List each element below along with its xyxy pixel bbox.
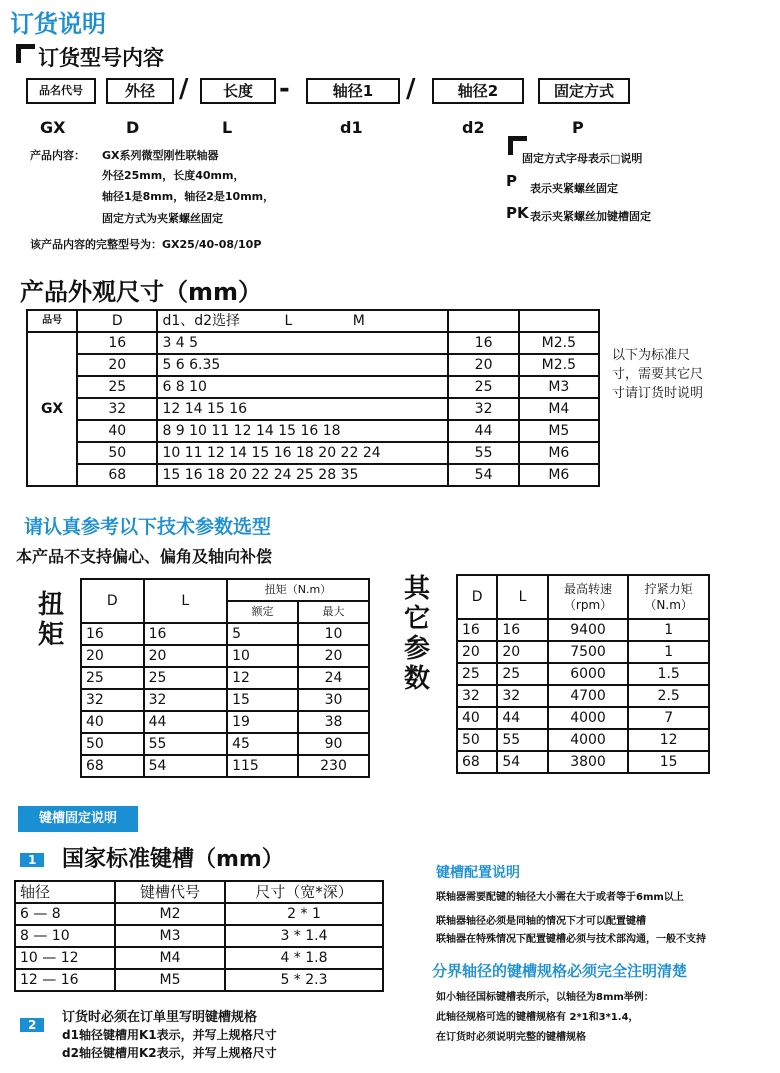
dims-cell-d: 68	[77, 464, 157, 486]
order-keyway-line-1: d1轴径键槽用K1表示，并写上规格尺寸	[62, 1028, 277, 1042]
other-cell-d: 16	[457, 619, 497, 641]
keyway-cell-size: 5 * 2.3	[225, 969, 383, 991]
table-row	[27, 420, 599, 442]
table-row	[457, 707, 709, 729]
dims-cell-l: 55	[448, 442, 518, 464]
separator-dash: -	[279, 74, 290, 104]
config-title: 键槽配置说明	[436, 865, 520, 881]
dims-cell-bores: 10 11 12 14 15 16 18 20 22 24	[157, 442, 448, 464]
dims-cell-l: 20	[448, 354, 518, 376]
torque-cell-max: 20	[298, 645, 369, 667]
order-keyway-line-2: d2轴径键槽用K2表示，并写上规格尺寸	[62, 1046, 277, 1060]
other-cell-l: 20	[497, 641, 547, 663]
table-row	[457, 663, 709, 685]
full-model: 该产品内容的完整型号为：GX25/40-08/10P	[30, 238, 262, 251]
code-gx: GX	[40, 118, 66, 137]
dims-header-model: 品号	[27, 310, 77, 332]
torque-cell-l: 25	[144, 667, 227, 689]
torque-table	[80, 578, 370, 778]
config-line-2: 联轴器轴径必须是同轴的情况下才可以配置键槽	[436, 916, 646, 927]
torque-cell-rated: 12	[227, 667, 298, 689]
dims-cell-l: 16	[448, 332, 518, 354]
other-cell-tightening: 1	[628, 619, 709, 641]
tech-title: 请认真参考以下技术参数选型	[24, 516, 272, 538]
config-line-1: 联轴器需要配键的轴径大小需在大于或者等于6mm以上	[436, 892, 684, 903]
keyway-cell-size: 4 * 1.8	[225, 947, 383, 969]
other-cell-d: 68	[457, 751, 497, 773]
other-cell-speed: 4000	[548, 707, 629, 729]
content-line-2: 外径25mm，长度40mm，	[102, 169, 245, 182]
other-cell-l: 25	[497, 663, 547, 685]
dims-cell-l: 44	[448, 420, 518, 442]
dims-cell-d: 16	[77, 332, 157, 354]
torque-cell-l: 20	[144, 645, 227, 667]
torque-cell-d: 68	[81, 755, 144, 777]
other-cell-tightening: 15	[628, 751, 709, 773]
boundary-line-2: 此轴径规格可选的键槽规格有 2*1和3*1.4，	[436, 1012, 639, 1023]
boundary-line-3: 在订货时必须说明完整的键槽规格	[436, 1032, 586, 1043]
order-keyway-title: 订货时必须在订单里写明键槽规格	[62, 1010, 258, 1025]
dims-header-blank-2	[519, 310, 599, 332]
torque-header-rated: 额定	[227, 601, 298, 623]
dims-note: 以下为标准尺寸，需要其它尺寸请订货时说明	[612, 348, 704, 401]
dims-cell-bores: 12 14 15 16	[157, 398, 448, 420]
code-d1: d1	[340, 118, 363, 137]
dims-header-d: D	[77, 310, 157, 332]
dims-cell-m: M3	[519, 376, 599, 398]
torque-cell-d: 20	[81, 645, 144, 667]
other-cell-d: 40	[457, 707, 497, 729]
table-row	[27, 332, 599, 354]
dims-cell-bores: 5 6 6.35	[157, 354, 448, 376]
code-d2: d2	[462, 118, 485, 137]
keyway-cell-code: M4	[115, 947, 225, 969]
dims-cell-bores: 15 16 18 20 22 24 25 28 35	[157, 464, 448, 486]
torque-cell-d: 16	[81, 623, 144, 645]
keyway-cell-code: M5	[115, 969, 225, 991]
other-cell-d: 50	[457, 729, 497, 751]
table-row	[27, 442, 599, 464]
dims-table	[26, 309, 600, 487]
keyway-cell-code: M2	[115, 903, 225, 925]
dims-section-title: 产品外观尺寸（mm）	[20, 278, 263, 306]
box-outer-diameter: 外径	[106, 78, 174, 104]
boundary-line-1: 如小轴径国标键槽表所示，以轴径为8mm举例：	[436, 992, 654, 1003]
box-bore-1: 轴径1	[306, 78, 400, 104]
other-cell-tightening: 12	[628, 729, 709, 751]
keyway-header-bore: 轴径	[15, 881, 115, 903]
other-cell-tightening: 7	[628, 707, 709, 729]
table-row	[457, 729, 709, 751]
other-cell-l: 16	[497, 619, 547, 641]
torque-cell-d: 32	[81, 689, 144, 711]
table-row	[457, 685, 709, 707]
torque-cell-rated: 45	[227, 733, 298, 755]
other-cell-l: 44	[497, 707, 547, 729]
table-row	[15, 969, 383, 991]
config-line-3: 联轴器在特殊情况下配置键槽必须与技术部沟通，一般不支持	[436, 934, 706, 945]
content-line-3: 轴径1是8mm，轴径2是10mm，	[102, 190, 275, 203]
keyway-cell-size: 2 * 1	[225, 903, 383, 925]
box-length: 长度	[200, 78, 276, 104]
corner-mark	[16, 44, 35, 63]
torque-cell-l: 32	[144, 689, 227, 711]
content-line-4: 固定方式为夹紧螺丝固定	[102, 212, 223, 225]
other-cell-d: 25	[457, 663, 497, 685]
keyway-cell-bore: 12 — 16	[15, 969, 115, 991]
legend-desc-p: 表示夹紧螺丝固定	[530, 182, 618, 195]
other-header-l: L	[497, 575, 547, 619]
other-cell-d: 20	[457, 641, 497, 663]
content-line-1: GX系列微型刚性联轴器	[102, 149, 219, 162]
keyway-cell-bore: 10 — 12	[15, 947, 115, 969]
keyway-cell-size: 3 * 1.4	[225, 925, 383, 947]
table-row	[81, 733, 369, 755]
torque-cell-d: 50	[81, 733, 144, 755]
other-cell-speed: 7500	[548, 641, 629, 663]
table-row	[27, 376, 599, 398]
other-cell-speed: 4000	[548, 729, 629, 751]
dims-header-blank-1	[448, 310, 518, 332]
other-cell-tightening: 1	[628, 641, 709, 663]
torque-cell-d: 25	[81, 667, 144, 689]
separator-slash-2: /	[406, 74, 416, 104]
content-label: 产品内容：	[30, 149, 85, 162]
torque-header-max: 最大	[298, 601, 369, 623]
table-row	[27, 398, 599, 420]
other-params-vertical-label: 其它参数	[403, 574, 430, 694]
torque-cell-max: 30	[298, 689, 369, 711]
dims-cell-l: 25	[448, 376, 518, 398]
other-header-d: D	[457, 575, 497, 619]
dims-cell-m: M2.5	[519, 354, 599, 376]
other-header-tightening: 拧紧力矩（N.m）	[628, 575, 709, 619]
other-cell-speed: 3800	[548, 751, 629, 773]
boundary-title: 分界轴径的键槽规格必须完全注明清楚	[432, 962, 688, 980]
dims-cell-d: 40	[77, 420, 157, 442]
dims-header-bores-label: d1、d2选择	[162, 313, 241, 329]
dims-header-bores	[157, 310, 448, 332]
dims-cell-m: M6	[519, 464, 599, 486]
other-cell-tightening: 2.5	[628, 685, 709, 707]
keyway-title: 国家标准键槽（mm）	[62, 847, 284, 872]
dims-header-l: L	[284, 313, 293, 329]
torque-cell-d: 40	[81, 711, 144, 733]
step-number-1: 1	[20, 853, 44, 867]
dims-cell-d: 25	[77, 376, 157, 398]
torque-cell-l: 55	[144, 733, 227, 755]
dims-cell-bores: 8 9 10 11 12 14 15 16 18	[157, 420, 448, 442]
box-bore-2: 轴径2	[432, 78, 524, 104]
table-row	[457, 751, 709, 773]
legend-code-pk: PK	[506, 204, 529, 222]
legend-title: 固定方式字母表示□说明	[522, 152, 643, 165]
torque-cell-max: 90	[298, 733, 369, 755]
torque-header-torque: 扭矩（N.m）	[227, 579, 369, 601]
dims-cell-m: M2.5	[519, 332, 599, 354]
dims-cell-m: M4	[519, 398, 599, 420]
torque-cell-max: 10	[298, 623, 369, 645]
torque-cell-rated: 19	[227, 711, 298, 733]
table-row	[81, 711, 369, 733]
dims-cell-bores: 3 4 5	[157, 332, 448, 354]
other-cell-l: 54	[497, 751, 547, 773]
keyway-header-size: 尺寸（宽*深）	[225, 881, 383, 903]
other-header-speed: 最高转速（rpm）	[548, 575, 629, 619]
dims-cell-m: M6	[519, 442, 599, 464]
torque-cell-l: 16	[144, 623, 227, 645]
dims-cell-d: 50	[77, 442, 157, 464]
dims-cell-d: 32	[77, 398, 157, 420]
separator-slash-1: /	[179, 74, 189, 104]
keyway-badge: 键槽固定说明	[18, 806, 138, 832]
other-cell-tightening: 1.5	[628, 663, 709, 685]
code-l: L	[222, 118, 233, 137]
torque-vertical-label: 扭矩	[37, 590, 64, 650]
table-row	[15, 925, 383, 947]
keyway-header-code: 键槽代号	[115, 881, 225, 903]
table-row	[457, 619, 709, 641]
keyway-cell-code: M3	[115, 925, 225, 947]
code-d: D	[126, 118, 140, 137]
table-row	[81, 645, 369, 667]
other-cell-l: 55	[497, 729, 547, 751]
keyway-cell-bore: 6 — 8	[15, 903, 115, 925]
box-product-code: 品名代号	[26, 78, 96, 104]
other-cell-d: 32	[457, 685, 497, 707]
dims-cell-d: 20	[77, 354, 157, 376]
dims-cell-l: 32	[448, 398, 518, 420]
order-section-title: 订货型号内容	[38, 46, 164, 70]
torque-cell-max: 24	[298, 667, 369, 689]
table-row	[457, 641, 709, 663]
keyway-cell-bore: 8 — 10	[15, 925, 115, 947]
table-row	[27, 354, 599, 376]
table-row	[15, 947, 383, 969]
torque-header-l: L	[144, 579, 227, 623]
torque-cell-max: 38	[298, 711, 369, 733]
torque-cell-l: 54	[144, 755, 227, 777]
other-cell-speed: 6000	[548, 663, 629, 685]
step-number-2: 2	[20, 1018, 44, 1032]
torque-header-d: D	[81, 579, 144, 623]
table-row	[81, 755, 369, 777]
table-row	[15, 903, 383, 925]
torque-cell-rated: 115	[227, 755, 298, 777]
box-fixing: 固定方式	[538, 78, 630, 104]
code-p: P	[572, 118, 584, 137]
other-cell-speed: 4700	[548, 685, 629, 707]
tech-subtitle: 本产品不支持偏心、偏角及轴向补偿	[16, 547, 273, 566]
dims-cell-l: 54	[448, 464, 518, 486]
torque-cell-l: 44	[144, 711, 227, 733]
dims-cell-m: M5	[519, 420, 599, 442]
table-row	[81, 689, 369, 711]
table-row	[81, 667, 369, 689]
table-row	[81, 623, 369, 645]
page-title: 订货说明	[10, 10, 106, 38]
table-row	[27, 464, 599, 486]
dims-model-cell: GX	[27, 332, 77, 486]
dims-cell-bores: 6 8 10	[157, 376, 448, 398]
legend-code-p: P	[506, 172, 517, 190]
legend-desc-pk: 表示夹紧螺丝加键槽固定	[530, 210, 651, 223]
keyway-table	[14, 880, 384, 992]
other-cell-l: 32	[497, 685, 547, 707]
dims-header-m: M	[352, 313, 365, 329]
torque-cell-max: 230	[298, 755, 369, 777]
torque-cell-rated: 5	[227, 623, 298, 645]
other-params-table	[456, 574, 710, 774]
torque-cell-rated: 15	[227, 689, 298, 711]
other-cell-speed: 9400	[548, 619, 629, 641]
torque-cell-rated: 10	[227, 645, 298, 667]
